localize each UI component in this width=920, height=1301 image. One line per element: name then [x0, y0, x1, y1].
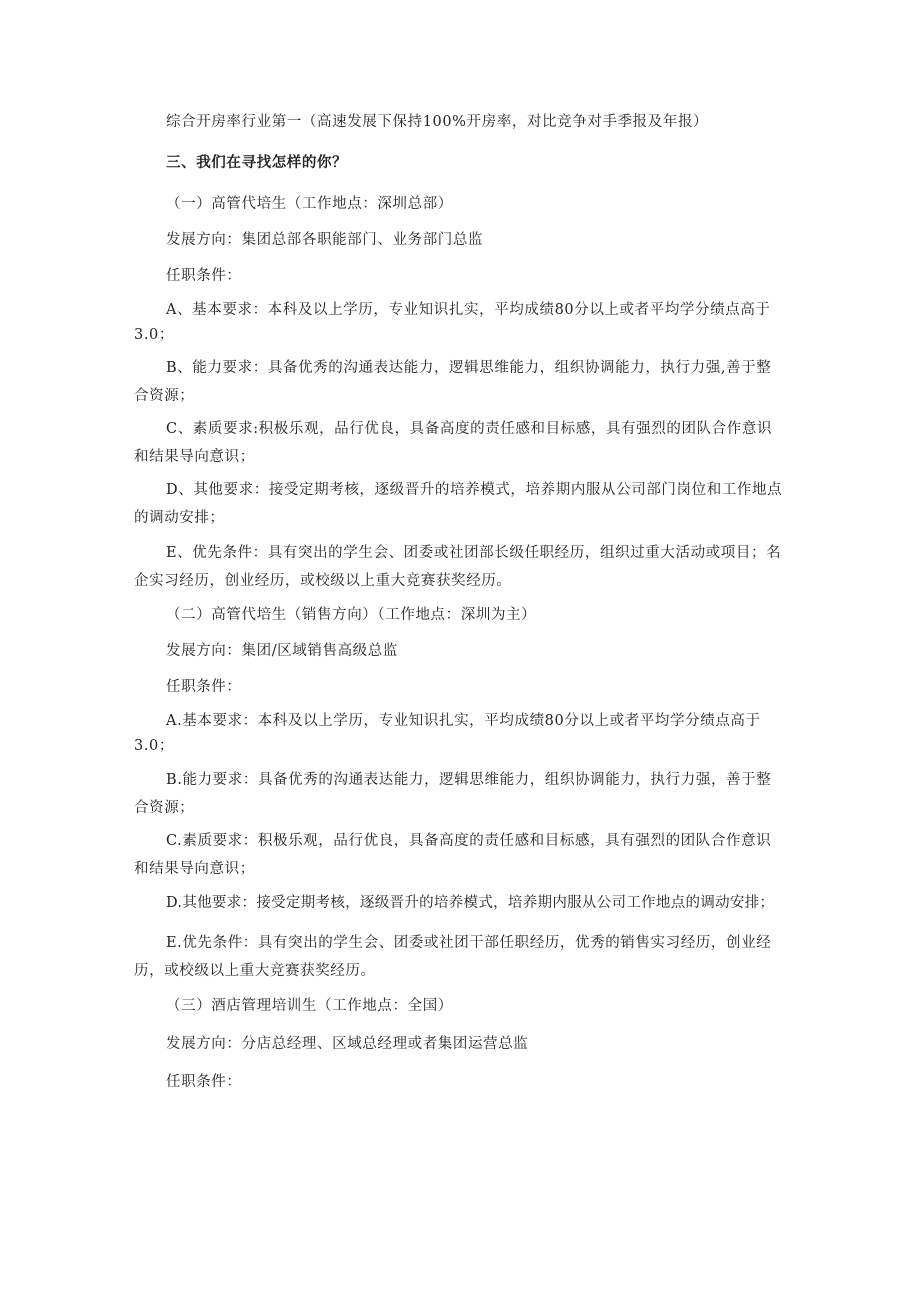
position-1-req-c-line-2: 和结果导向意识；	[134, 449, 255, 465]
position-1-req-e-line-2: 企实习经历，创业经历，或校级以上重大竞赛获奖经历。	[134, 573, 512, 589]
position-2-title: （二）高管代培生（销售方向）（工作地点：深圳为主）	[166, 607, 537, 623]
position-2-req-e-line-2: 历，或校级以上重大竞赛获奖经历。	[134, 963, 376, 979]
position-2-conditions-label: 任职条件：	[166, 679, 242, 695]
position-3-conditions-label: 任职条件：	[166, 1074, 242, 1090]
position-3-direction: 发展方向：分店总经理、区域总经理或者集团运营总监	[166, 1036, 529, 1052]
position-2-req-c-line-2: 和结果导向意识；	[134, 861, 255, 877]
position-2-req-a-line-2: 3.0；	[134, 738, 174, 754]
position-1-title: （一）高管代培生（工作地点：深圳总部）	[166, 196, 453, 212]
position-2-req-e-line-1: E.优先条件：具有突出的学生会、团委或社团干部任职经历，优秀的销售实习经历，创业经	[166, 935, 772, 951]
position-2-req-a-line-1: A.基本要求：本科及以上学历，专业知识扎实，平均成绩80分以上或者平均学分绩点高于	[166, 713, 761, 729]
position-1-conditions-label: 任职条件：	[166, 268, 242, 284]
position-2-direction: 发展方向：集团/区域销售高级总监	[166, 643, 398, 659]
position-2-req-d-line-1: D.其他要求：接受定期考核，逐级晋升的培养模式，培养期内服从公司工作地点的调动安排；	[166, 895, 775, 911]
position-2-req-b-line-2: 合资源；	[134, 800, 195, 816]
position-1-req-d-line-1: D、其他要求：接受定期考核，逐级晋升的培养模式，培养期内服从公司部门岗位和工作地点	[166, 482, 783, 498]
position-2-req-c-line-1: C.素质要求：积极乐观，品行优良，具备高度的责任感和目标感，具有强烈的团队合作意识	[166, 833, 772, 849]
position-1-req-a-line-2: 3.0；	[134, 327, 174, 343]
position-1-req-b-line-1: B、能力要求：具备优秀的沟通表达能力，逻辑思维能力，组织协调能力，执行力强,善于整	[166, 360, 772, 376]
position-1-req-e-line-1: E、优先条件：具有突出的学生会、团委或社团部长级任职经历，组织过重大活动或项目；名	[166, 545, 782, 561]
position-1-direction: 发展方向：集团总部各职能部门、业务部门总监	[166, 232, 484, 248]
position-1-req-b-line-2: 合资源；	[134, 388, 195, 404]
position-2-req-b-line-1: B.能力要求：具备优秀的沟通表达能力，逻辑思维能力，组织协调能力，执行力强，善于整	[166, 772, 772, 788]
section-heading: 三、我们在寻找怎样的你？	[166, 155, 348, 171]
position-3-title: （三）酒店管理培训生（工作地点：全国）	[166, 998, 453, 1014]
position-1-req-c-line-1: C、素质要求:积极乐观，品行优良，具备高度的责任感和目标感，具有强烈的团队合作意识	[166, 421, 773, 437]
position-1-req-d-line-2: 的调动安排；	[134, 510, 225, 526]
top-line: 综合开房率行业第一（高速发展下保持100%开房率，对比竞争对手季报及年报）	[166, 114, 709, 130]
position-1-req-a-line-1: A、基本要求：本科及以上学历，专业知识扎实，平均成绩80分以上或者平均学分绩点高于	[166, 302, 771, 318]
